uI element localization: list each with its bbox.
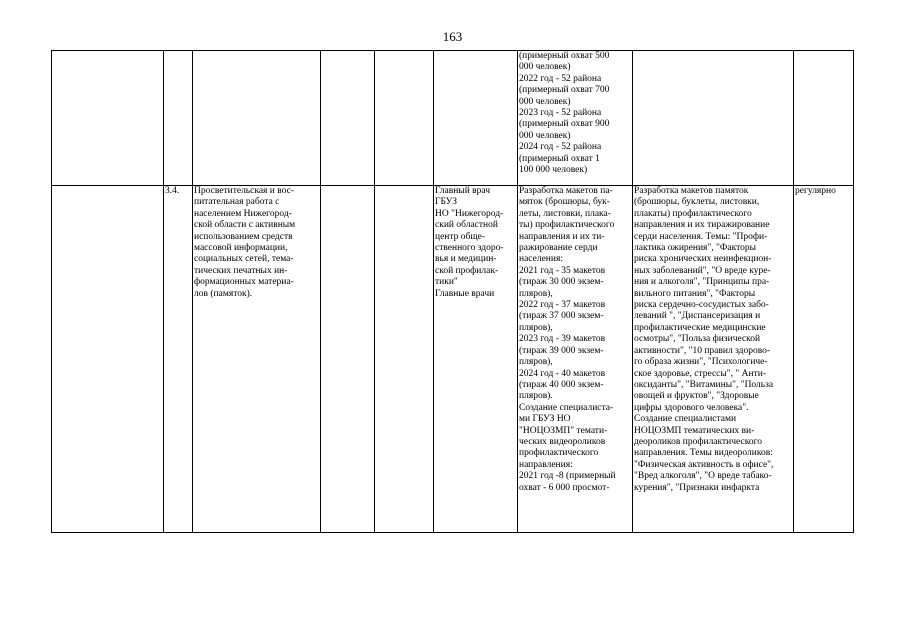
text-line: активности", "10 правил здорово- [634, 345, 771, 356]
text-line: тики" [435, 277, 458, 288]
table-cell [52, 51, 164, 186]
table-cell [375, 186, 434, 533]
text-line: осмотры", "Польза физической [634, 334, 761, 345]
text-line: Разработка макетов па- [519, 186, 613, 196]
table-row [52, 186, 854, 533]
text-line: оксиданты", "Витамины", "Польза [634, 379, 774, 390]
page-number: 163 [442, 29, 463, 44]
text-line: направления и их тиражирование [634, 220, 770, 231]
text-line: овощей и фруктов", "Здоровые [634, 391, 759, 402]
text-line: риска сердечно-сосудистых забо- [634, 300, 769, 311]
text-line: ми ГБУЗ НО [519, 414, 571, 425]
text-line: Главные врачи [435, 288, 495, 299]
table-cell [321, 186, 375, 533]
responsible-cell [434, 186, 518, 533]
table-cell [633, 51, 794, 186]
text-line: направления и их ти- [519, 231, 605, 242]
text-line: ственного здоро- [435, 243, 504, 254]
text-line: 2024 год - 52 района [519, 142, 602, 153]
text-line: (тираж 30 000 экзем- [519, 277, 604, 288]
text-line: "Физическая активность в офисе", [634, 459, 774, 470]
text-line: питательная работа с [194, 197, 280, 208]
text-line: использованием средств [194, 231, 293, 242]
text-line: Просветительская и вос- [194, 186, 295, 196]
text-line: 000 человек) [519, 130, 571, 141]
text-line: ния и алкоголя", "Принципы пра- [634, 277, 770, 288]
text-line: (примерный охват 500 [519, 51, 610, 61]
table-cell [193, 51, 321, 186]
text-line: НО "Нижегород- [435, 208, 504, 219]
text-line: пляров), [519, 322, 553, 333]
reach-cell [518, 51, 633, 186]
text-line: ской профилак- [435, 265, 499, 276]
text-line: ражирование серди [519, 243, 598, 254]
text-line: пляров), [519, 357, 553, 368]
table-cell [434, 51, 518, 186]
text-line: ский областной [435, 220, 498, 231]
text-line: деороликов профилактического [634, 436, 762, 447]
text-line: 000 человек) [519, 62, 571, 73]
text-line: пляров), [519, 288, 553, 299]
text-line: (примерный охват 1 [519, 153, 600, 164]
text-line: риска хронических неинфекцион- [634, 254, 772, 265]
text-line: мяток (брошюры, бук- [519, 197, 610, 208]
measure-name-cell [193, 186, 321, 533]
text-line: тических печатных ин- [194, 265, 288, 276]
text-line: профилактического [519, 448, 599, 459]
text-line: ты) профилактического [519, 220, 615, 231]
text-line: серди населения. Темы: "Профи- [634, 231, 768, 242]
text-line: 2021 год - 35 макетов [519, 265, 606, 276]
table-cell [375, 51, 434, 186]
text-line: населением Нижегород- [194, 208, 292, 219]
text-line: формационных материа- [194, 277, 294, 288]
table-cell [794, 51, 854, 186]
text-line: леваний ", "Диспансеризация и [634, 311, 761, 322]
text-line: НОЦОЗМП тематических ви- [634, 425, 755, 436]
text-line: лактика ожирения", "Факторы [634, 243, 757, 254]
plan-cell [518, 186, 633, 533]
text-line: направления: [519, 459, 573, 470]
text-line: "НОЦОЗМП" темати- [519, 425, 608, 436]
text-line: ческих видеороликов [519, 436, 606, 447]
text-line: центр обще- [435, 231, 486, 242]
text-line: 2022 год - 52 района [519, 73, 602, 84]
text-line: ское здоровье, стрессы", " Анти- [634, 368, 766, 379]
text-line: (примерный охват 700 [519, 85, 610, 96]
table-cell [321, 51, 375, 186]
text-line: Разработка макетов памяток [634, 186, 749, 196]
text-line: населения: [519, 254, 563, 265]
text-line: (тираж 39 000 экзем- [519, 345, 604, 356]
text-line: 100 000 человек) [519, 165, 588, 176]
table-row [52, 51, 854, 186]
result-cell [633, 186, 794, 533]
text-line: 2023 год - 52 района [519, 108, 602, 119]
text-line: вильного питания", "Факторы [634, 288, 756, 299]
text-line: (тираж 40 000 экзем- [519, 379, 604, 390]
text-line: леты, листовки, плака- [519, 208, 611, 219]
text-line: ской области с активным [194, 220, 296, 231]
text-line: плакаты) профилактического [634, 208, 752, 219]
text-line: пляров). [519, 391, 553, 402]
text-line: ГБУЗ [435, 197, 457, 208]
table-cell [164, 51, 193, 186]
text-line: 2022 год - 37 макетов [519, 300, 606, 311]
table-cell [52, 186, 164, 533]
text-line: 2021 год -8 (примерный [519, 471, 616, 482]
item-number: 3.4. [164, 186, 193, 533]
text-line: го образа жизни", "Психологиче- [634, 357, 768, 368]
periodicity-cell: регулярно [794, 186, 854, 533]
text-line: Создание специалистами [634, 414, 737, 425]
text-line: Создание специалиста- [519, 402, 614, 413]
text-line: (брошюры, буклеты, листовки, [634, 197, 760, 208]
measures-table [51, 50, 854, 533]
text-line: (примерный охват 900 [519, 119, 610, 130]
text-line: "Вред алкоголя", "О вреде табако- [634, 471, 772, 482]
text-line: цифры здорового человека". [634, 402, 749, 413]
text-line: 000 человек) [519, 96, 571, 107]
text-line: вья и медицин- [435, 254, 497, 265]
text-line: социальных сетей, тема- [194, 254, 294, 265]
text-line: (тираж 37 000 экзем- [519, 311, 604, 322]
text-line: Главный врач [435, 186, 490, 196]
text-line: профилактические медицинские [634, 322, 766, 333]
text-line: лов (памяток). [194, 288, 253, 299]
text-line: курения", "Признаки инфаркта [634, 482, 760, 493]
text-line: массовой информации, [194, 243, 288, 254]
text-line: 2024 год - 40 макетов [519, 368, 606, 379]
text-line: охват - 6 000 просмот- [519, 482, 610, 493]
text-line: направления. Темы видеороликов: [634, 448, 773, 459]
text-line: ных заболеваний", "О вреде куре- [634, 265, 771, 276]
text-line: 2023 год - 39 макетов [519, 334, 606, 345]
